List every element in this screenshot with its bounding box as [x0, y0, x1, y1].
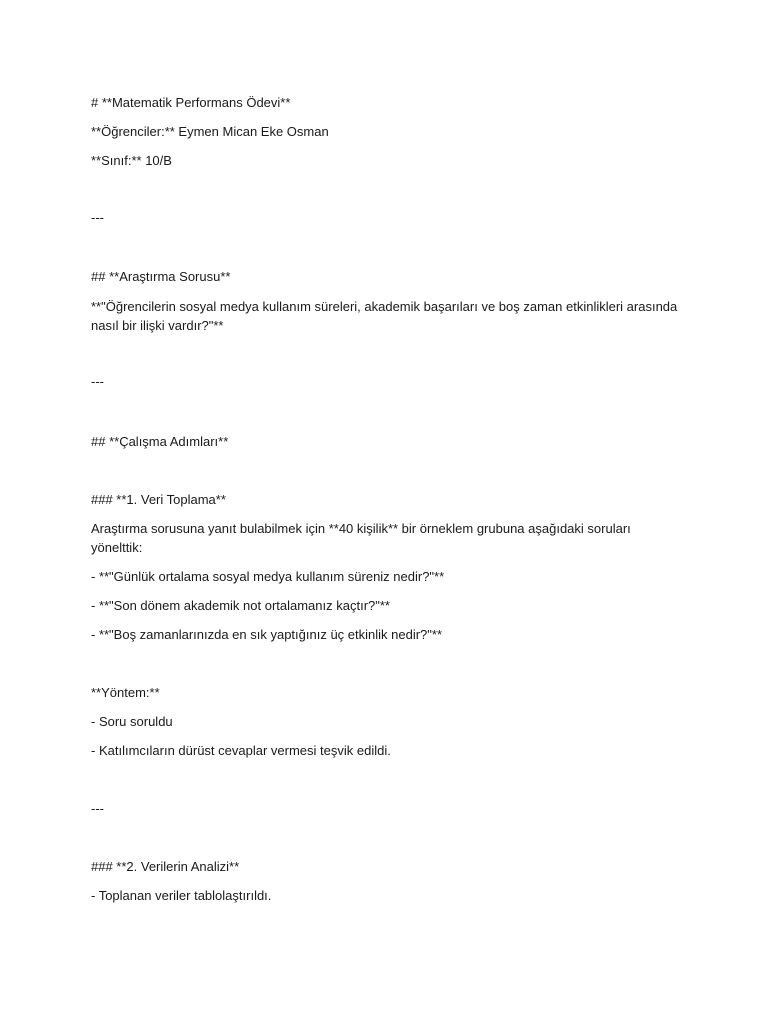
step1-intro-line-2: yönelttik: — [91, 540, 143, 555]
research-question-line-1: **"Öğrencilerin sosyal medya kullanım süreleri, akademik başarıları ve boş zaman etkinlikleri arasında — [91, 299, 678, 314]
divider: --- — [91, 374, 104, 389]
class-line: **Sınıf:** 10/B — [91, 153, 172, 168]
document-title: # **Matematik Performans Ödevi** — [91, 95, 291, 110]
divider: --- — [91, 801, 104, 816]
students-line: **Öğrenciler:** Eymen Mican Eke Osman — [91, 124, 329, 139]
divider: --- — [91, 210, 104, 225]
step1-heading: ### **1. Veri Toplama** — [91, 492, 226, 507]
steps-heading: ## **Çalışma Adımları** — [91, 434, 229, 449]
method-heading: **Yöntem:** — [91, 685, 160, 700]
step2-heading: ### **2. Verilerin Analizi** — [91, 859, 240, 874]
method-item-1: - Soru soruldu — [91, 714, 173, 729]
analysis-item-1: - Toplanan veriler tablolaştırıldı. — [91, 888, 272, 903]
research-question-line-2: nasıl bir ilişki vardır?"** — [91, 318, 224, 333]
research-heading: ## **Araştırma Sorusu** — [91, 269, 231, 284]
question-item-2: - **"Son dönem akademik not ortalamanız kaçtır?"** — [91, 598, 390, 613]
step1-intro-line-1: Araştırma sorusuna yanıt bulabilmek için **40 kişilik** bir örneklem grubuna aşağıdaki soruları — [91, 521, 631, 536]
method-item-2: - Katılımcıların dürüst cevaplar vermesi teşvik edildi. — [91, 743, 391, 758]
question-item-3: - **"Boş zamanlarınızda en sık yaptığınız üç etkinlik nedir?"** — [91, 627, 443, 642]
question-item-1: - **"Günlük ortalama sosyal medya kullanım süreniz nedir?"** — [91, 569, 445, 584]
